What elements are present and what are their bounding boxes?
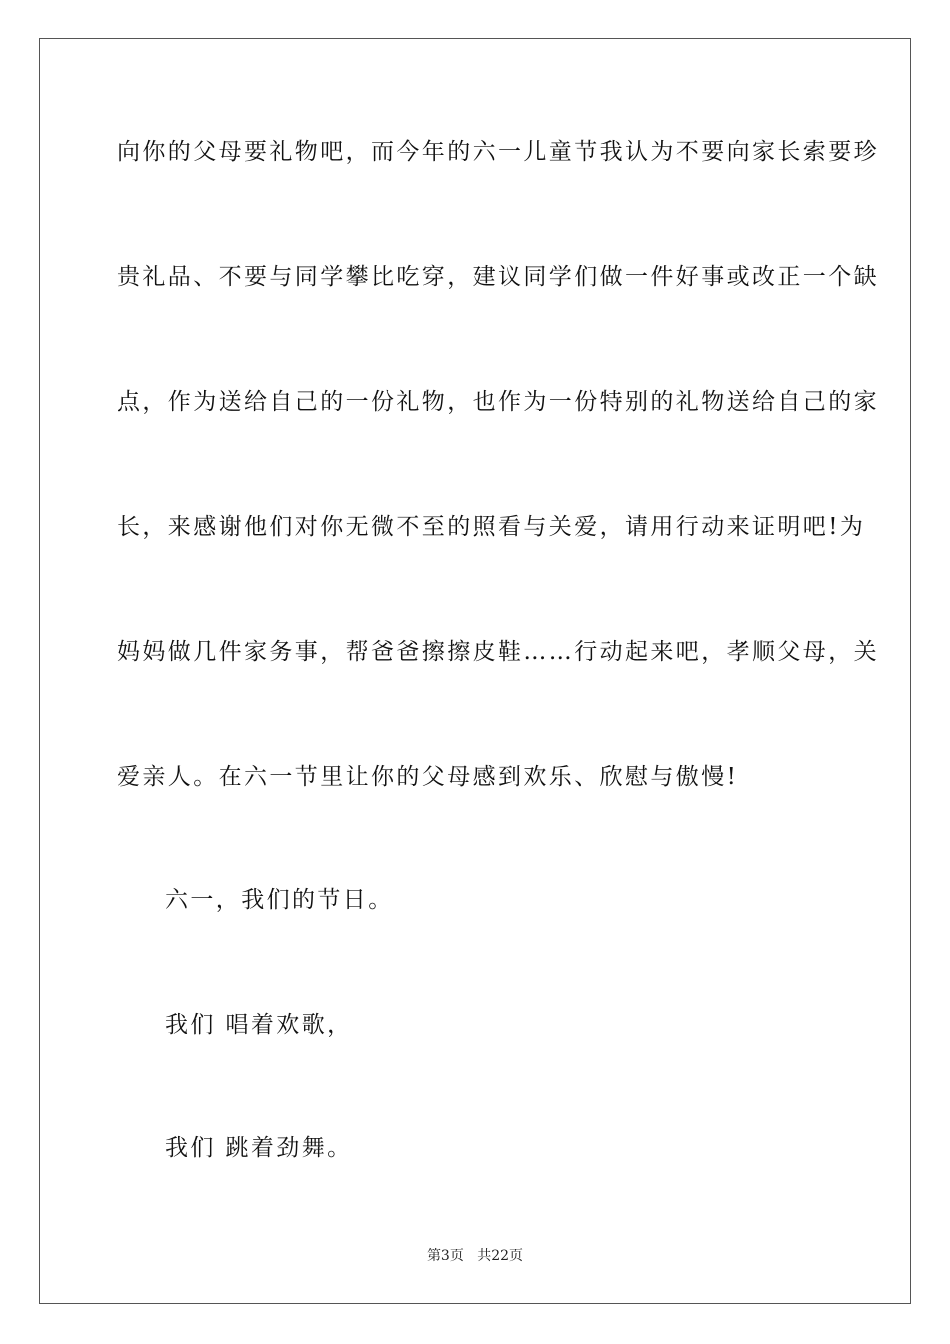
paragraph-line-6: 爱亲人。在六一节里让你的父母感到欢乐、欣慰与傲慢!	[117, 764, 739, 790]
total-pages-label: 共22页	[477, 1248, 524, 1264]
poem-line-2: 我们 唱着欢歌，	[165, 1012, 353, 1038]
paragraph-line-3: 点，作为送给自己的一份礼物，也作为一份特别的礼物送给自己的家	[117, 389, 879, 415]
page-footer	[0, 1247, 950, 1265]
paragraph-line-4: 长，来感谢他们对你无微不至的照看与关爱，请用行动来证明吧!为	[117, 514, 866, 540]
poem-line-3: 我们 跳着劲舞。	[165, 1135, 353, 1161]
page-number-label: 第3页	[426, 1248, 464, 1264]
page-border	[39, 38, 911, 1304]
paragraph-line-1: 向你的父母要礼物吧，而今年的六一儿童节我认为不要向家长索要珍	[117, 139, 879, 165]
paragraph-line-2: 贵礼品、不要与同学攀比吃穿，建议同学们做一件好事或改正一个缺	[117, 264, 879, 290]
poem-line-1: 六一，我们的节日。	[165, 887, 394, 913]
paragraph-line-5: 妈妈做几件家务事，帮爸爸擦擦皮鞋……行动起来吧，孝顺父母，关	[117, 639, 879, 665]
